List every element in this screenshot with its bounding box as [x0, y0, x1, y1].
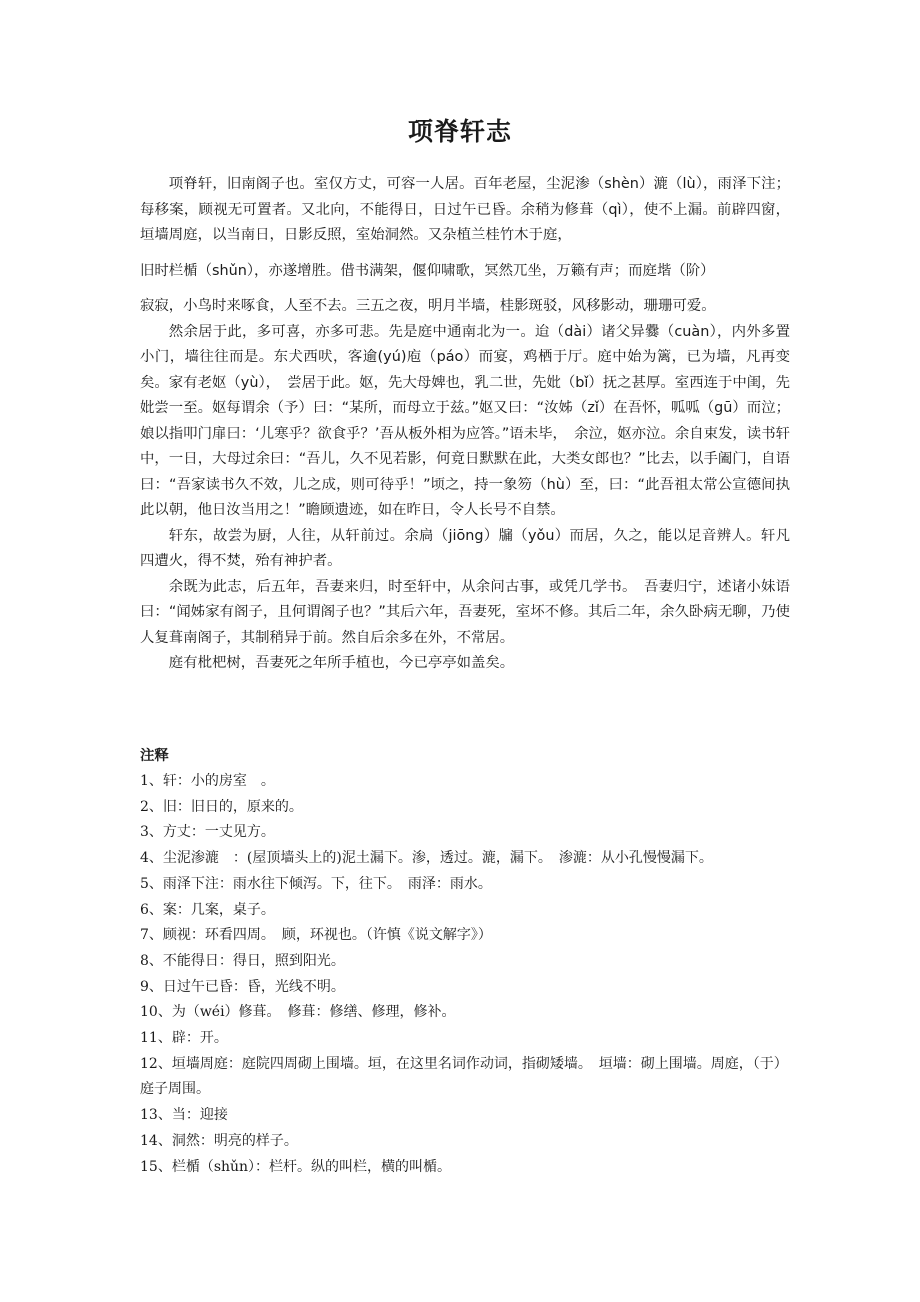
note-item: 8、不能得日：得日，照到阳光。 [140, 952, 345, 969]
paragraph-5: 庭有枇杷树，吾妻死之年所手植也，今已亭亭如盖矣。 [168, 655, 515, 671]
paragraph-1-end: 寂寂，小鸟时来啄食，人至不去。三五之夜，明月半墙，桂影斑驳，风移影动，珊珊可爱。 [140, 298, 716, 314]
paragraph-3: 轩东，故尝为厨，人往，从轩前过。余扃（jiōng）牖（yǒu）而居，久之，能以足音辨人。轩凡四遭火，得不焚，殆有神护者。 [140, 527, 790, 569]
notes-heading: 注释 [140, 748, 169, 764]
note-item: 3、方丈：一丈见方。 [140, 824, 275, 841]
note-item: 6、案：几案，桌子。 [140, 901, 275, 918]
note-item: 13、当：迎接 [140, 1107, 228, 1124]
note-item: 9、日过午已昏：昏，光线不明。 [140, 978, 345, 995]
paragraph-2: 然余居于此，多可喜，亦多可悲。先是庭中通南北为一。迨（dài）诸父异爨（cuàn），内外多置小门，墙往往而是。东犬西吠，客逾(yú)庖（páo）而宴，鸡栖于厅。庭中始为篱，已为墙，凡再变矣。家有老妪（yù）， 尝居于此。妪，先大母婢也，乳二世，先妣（bǐ）抚之甚厚。室西连于中闺，先妣尝一至。妪每谓余（予）曰：“某所，而母立于兹。”妪又曰：“汝姊（zǐ）在吾怀，呱呱（gū）而泣；娘以指叩门扉曰：‘儿寒乎？欲食乎？’吾从板外相为应答。”语未毕， 余泣，妪亦泣。余自束发，读书轩中，一日，大母过余曰：“吾儿，久不见若影，何竟日默默在此，大类女郎也？”比去，以手阖门，自语曰：“吾家读书久不效，儿之成，则可待乎！”顷之，持一象笏（hù）至，曰：“此吾祖太常公宣德间执此以朝，他日汝当用之！”瞻顾遗迹，如在昨日，令人长号不自禁。 [140, 323, 790, 518]
note-item: 14、洞然：明亮的样子。 [140, 1132, 298, 1149]
paragraph-1-continued: 旧时栏楯（shǔn），亦遂增胜。借书满架，偃仰啸歌，冥然兀坐，万籁有声；而庭堦（阶） [140, 262, 715, 279]
note-item: 11、辟：开。 [140, 1030, 228, 1047]
note-item: 1、轩：小的房室 。 [140, 773, 275, 789]
paragraph-1: 项脊轩，旧南阁子也。室仅方丈，可容一人居。百年老屋，尘泥渗（shèn）漉（lù），雨泽下注；每移案，顾视无可置者。又北向，不能得日，日过午已昏。余稍为修葺（qì），使不上漏。前辟四窗，垣墙周庭，以当南日，日影反照，室始洞然。又杂植兰桂竹木于庭， [140, 176, 790, 243]
note-item: 12、垣墙周庭：庭院四周砌上围墙。垣，在这里名词作动词，指砌矮墙。 垣墙：砌上围墙。周庭，（于）庭子周围。 [140, 1055, 788, 1098]
note-item: 10、为（wéi）修葺。 修葺：修缮、修理，修补。 [140, 1004, 456, 1021]
note-item: 15、栏楯（shǔn）：栏杆。纵的叫栏，横的叫楯。 [140, 1158, 452, 1175]
document-title: 项脊轩志 [407, 117, 512, 146]
paragraph-4: 余既为此志，后五年，吾妻来归，时至轩中，从余问古事，或凭几学书。 吾妻归宁，述诸小妹语曰：“闻姊家有阁子，且何谓阁子也？”其后六年，吾妻死，室坏不修。其后二年，余久卧病无聊，乃使人复葺南阁子，其制稍异于前。然自后余多在外，不常居。 [140, 578, 790, 646]
note-item: 7、顾视：环看四周。 顾，环视也。（许慎《说文解字》） [140, 927, 492, 944]
note-item: 5、雨泽下注：雨水往下倾泻。下，往下。 雨泽：雨水。 [140, 875, 492, 892]
main-text [140, 172, 790, 677]
notes-list [140, 769, 795, 1180]
note-item: 4、尘泥渗漉 ：(屋顶墙头上的)泥土漏下。渗，透过。漉，漏下。 渗漉：从小孔慢慢漏下。 [140, 850, 713, 867]
note-item: 2、旧：旧日的，原来的。 [140, 798, 303, 815]
